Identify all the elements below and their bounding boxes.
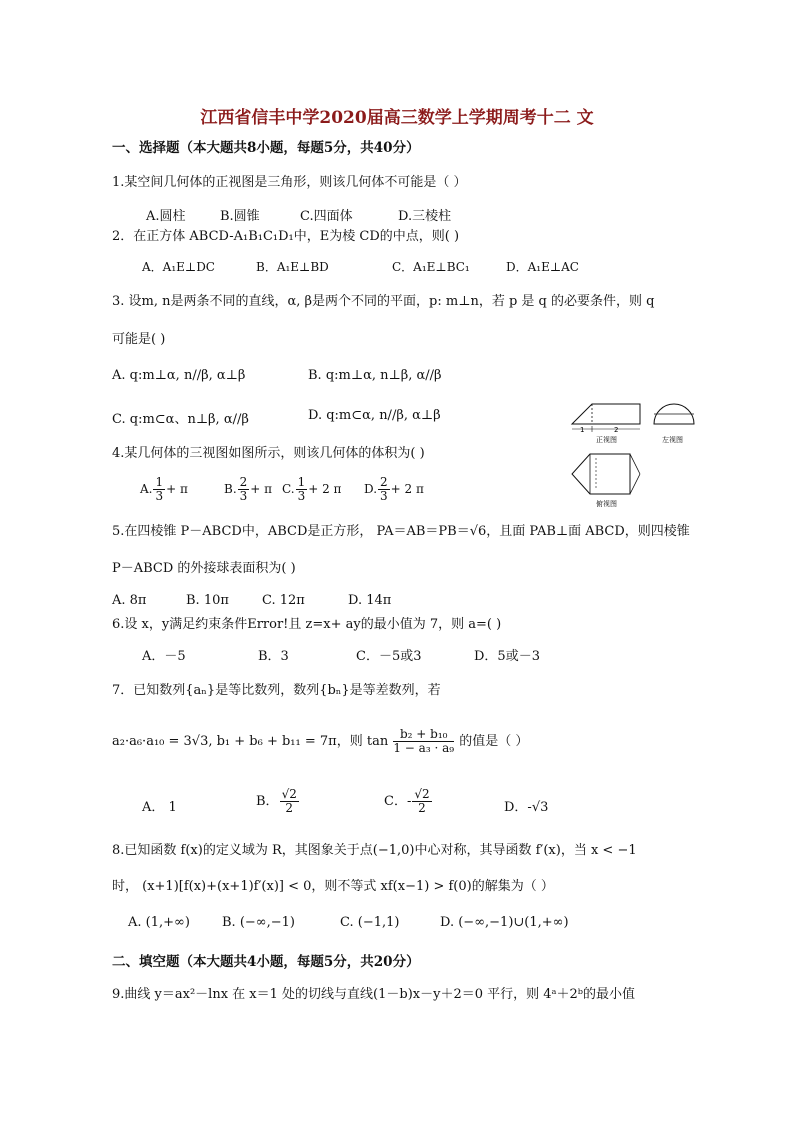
page-title: 江西省信丰中学2020届高三数学上学期周考十二 文: [200, 108, 594, 128]
q2-option-a: A．A₁E⊥DC: [142, 260, 215, 274]
q2-stem: 2．在正方体 ABCD-A₁B₁C₁D₁中，E为棱 CD的中点，则( ): [112, 229, 460, 244]
q5-stem-line1: 5.在四棱锥 P－ABCD中，ABCD是正方形， PA＝AB＝PB＝√6，且面 PAB⊥面 ABCD，则四棱锥: [112, 524, 690, 539]
q5-option-d: D. 14π: [348, 593, 392, 608]
q9-stem: 9.曲线 y＝ax²－lnx 在 x＝1 处的切线与直线(1－b)x－y＋2＝0 平行，则 4ᵃ＋2ᵇ的最小值: [112, 987, 636, 1002]
q7-condition: a₂·a₆·a₁₀ = 3√3, b₁ + b₆ + b₁₁ = 7π，则 tan $\frac{\text{b₂ + b₁₀}}{\text{1 − a₃ · a₉}}$ 的值是（ ）: [112, 727, 529, 756]
front-dim-2: 2: [614, 426, 619, 434]
q7-option-c: C．- $\frac{√2}{2}$: [384, 787, 430, 816]
q5-option-b: B. 10π: [186, 593, 229, 608]
q6-option-b: B．3: [258, 649, 289, 664]
q7-c-fraction: $\frac{√2}{2}$: [414, 787, 430, 816]
q7-b-fraction: $\frac{√2}{2}$: [281, 787, 297, 816]
three-view-figure: [568, 398, 708, 510]
q1-option-c: C.四面体: [300, 209, 353, 224]
q8-stem-line2: 时， (x+1)[f(x)+(x+1)f′(x)] < 0，则不等式 xf(x−1) > f(0)的解集为（ ）: [112, 879, 554, 894]
q7-option-a: A． 1: [142, 800, 177, 815]
q2-option-b: B．A₁E⊥BD: [256, 260, 329, 274]
q3-option-c: C. q:m⊂α、n⊥β, α//β: [112, 412, 249, 427]
q3-stem-line2: 可能是( ): [112, 332, 166, 347]
q5-stem-line2: P－ABCD 的外接球表面积为( ): [112, 561, 296, 576]
q4-option-d: D. $\frac{2}{3}$ + 2 π: [364, 475, 424, 504]
q4-option-a: A. $\frac{1}{3}$ + π: [140, 475, 188, 504]
top-view-label: 俯视图: [596, 500, 617, 508]
q2-option-d: D．A₁E⊥AC: [506, 260, 579, 274]
front-view-label: 正视图: [596, 436, 617, 444]
q7-tan-fraction: $\frac{\text{b₂ + b₁₀}}{\text{1 − a₃ · a₉}}$: [393, 727, 455, 756]
q6-option-c: C．－5或3: [356, 649, 422, 664]
section-fill-heading: 二、填空题（本大题共4小题，每题5分，共20分）: [112, 954, 420, 970]
q3-option-a: A. q:m⊥α, n//β, α⊥β: [112, 368, 246, 383]
q8-option-c: C. (−1,1): [340, 915, 400, 930]
q4-stem: 4.某几何体的三视图如图所示，则该几何体的体积为( ): [112, 446, 425, 461]
q8-option-a: A. (1,+∞): [128, 915, 190, 930]
q1-option-b: B.圆锥: [220, 209, 260, 224]
q3-option-b: B. q:m⊥α, n⊥β, α//β: [308, 368, 442, 383]
q2-option-c: C．A₁E⊥BC₁: [392, 260, 470, 274]
q1-stem: 1.某空间几何体的正视图是三角形，则该几何体不可能是（ ）: [112, 175, 467, 190]
q4-c-fraction: $\frac{1}{3}$: [297, 475, 306, 504]
front-dim-1: 1: [580, 426, 585, 434]
q6-stem: 6.设 x，y满足约束条件Error!且 z=x+ ay的最小值为 7，则 a=( ): [112, 617, 502, 632]
q3-option-d: D. q:m⊂α, n//β, α⊥β: [308, 408, 441, 423]
q3-stem-line1: 3. 设m, n是两条不同的直线，α, β是两个不同的平面，p: m⊥n，若 p 是 q 的必要条件，则 q: [112, 294, 655, 309]
section-choice-heading: 一、选择题（本大题共8小题，每题5分，共40分）: [112, 140, 420, 156]
q4-d-fraction: $\frac{2}{3}$: [380, 475, 388, 504]
q4-a-fraction: $\frac{1}{3}$: [155, 475, 164, 504]
q8-option-b: B. (−∞,−1): [222, 915, 295, 930]
q7-option-b: B． $\frac{√2}{2}$: [256, 787, 297, 816]
q5-option-a: A. 8π: [112, 593, 147, 608]
left-view-shape: [654, 404, 694, 424]
q1-option-d: D.三棱柱: [398, 209, 452, 224]
q4-option-c: C. $\frac{1}{3}$ + 2 π: [282, 475, 342, 504]
q6-option-a: A．－5: [142, 649, 186, 664]
q7-stem: 7．已知数列{aₙ}是等比数列，数列{bₙ}是等差数列，若: [112, 683, 441, 698]
q4-option-b: B. $\frac{2}{3}$ + π: [224, 475, 273, 504]
q6-option-d: D．5或－3: [474, 649, 540, 664]
left-view-label: 左视图: [662, 436, 683, 444]
q7-option-d: D．-√3: [504, 800, 549, 815]
q5-option-c: C. 12π: [262, 593, 305, 608]
q4-b-fraction: $\frac{2}{3}$: [239, 475, 248, 504]
q1-option-a: A.圆柱: [146, 209, 186, 224]
q8-option-d: D. (−∞,−1)∪(1,+∞): [440, 915, 569, 930]
q8-stem-line1: 8.已知函数 f(x)的定义域为 R，其图象关于点(−1,0)中心对称，其导函数 f′(x)，当 x < −1: [112, 843, 637, 858]
top-view-shape: [572, 454, 640, 494]
